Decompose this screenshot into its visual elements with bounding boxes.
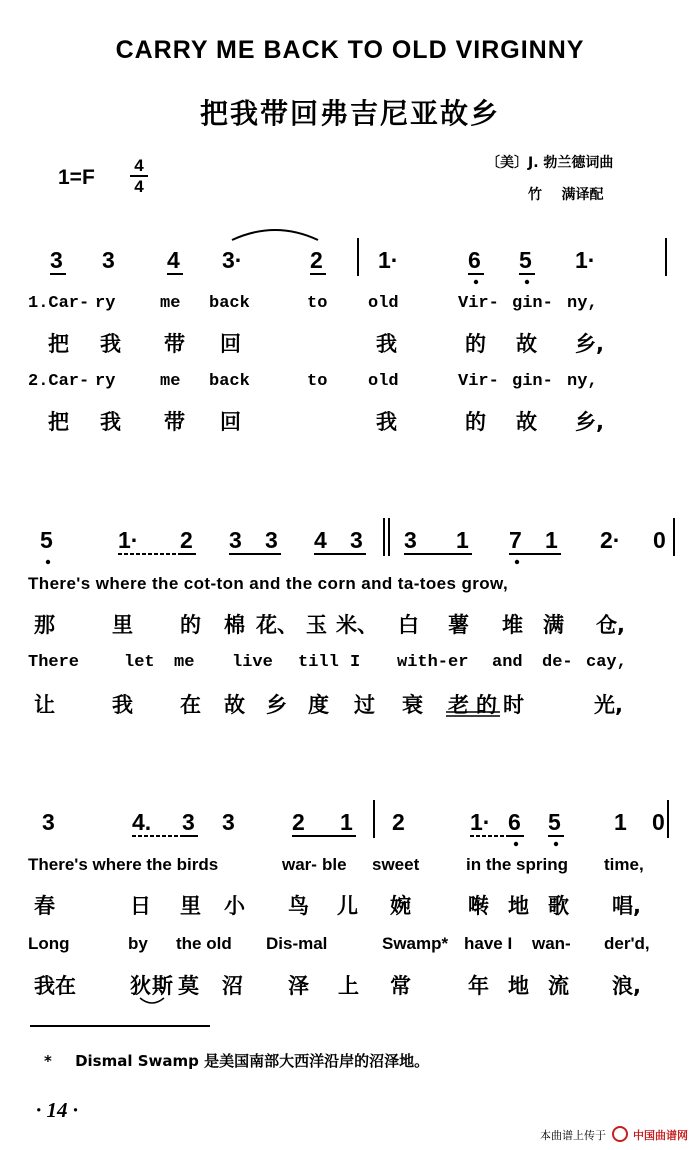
note: 2	[310, 247, 323, 273]
slur	[232, 230, 318, 240]
note: 7	[509, 527, 522, 553]
lyric-cn: 小	[224, 894, 245, 918]
note: 3	[182, 809, 195, 835]
lyric-cn: 乡,	[575, 410, 604, 434]
lyric-en: ry	[95, 372, 116, 391]
lyric-en: ny,	[567, 372, 598, 391]
key-signature: 1=F	[58, 166, 95, 189]
lyric-cn: 带	[164, 332, 185, 356]
lyric-cn: 玉	[306, 613, 327, 637]
lyric-cn: 唱,	[612, 894, 641, 918]
lyric-cn: 故	[516, 410, 537, 434]
lyric-cn: 斯	[152, 974, 173, 998]
source-prefix: 本曲谱上传于	[540, 1129, 606, 1142]
note: 5	[519, 247, 532, 273]
note: 3	[222, 809, 235, 835]
lyric-cn: 我	[376, 332, 397, 356]
lyric-cn: 鸟	[288, 894, 309, 918]
lyric-cn: 乡,	[575, 332, 604, 356]
note: 1	[456, 527, 469, 553]
note: 0	[653, 527, 666, 553]
lyric-en: time,	[604, 855, 644, 874]
lyric-en: to	[307, 372, 328, 391]
lyric-en: Vir-	[458, 372, 499, 391]
lyric-cn: 的	[465, 332, 486, 356]
lyric-en: and	[492, 653, 523, 672]
octave-dot	[514, 842, 518, 846]
lyric-en: Swamp*	[382, 934, 449, 953]
note: 3	[42, 809, 55, 835]
lyric-cn: 春	[34, 894, 55, 918]
lyric-en: 1.Car-	[28, 294, 90, 313]
lyric-cn: 花、	[256, 613, 298, 637]
note: 3	[350, 527, 363, 553]
time-signature-top: 4	[134, 156, 144, 175]
footnote	[44, 1050, 429, 1071]
lyric-cn: 地	[508, 974, 529, 998]
lyric-cn: 把	[48, 410, 69, 434]
lyric-cn: 的	[476, 693, 497, 717]
note: 2	[292, 809, 305, 835]
note: 2·	[600, 527, 621, 553]
note: 3	[404, 527, 417, 553]
note: 1	[614, 809, 627, 835]
note: 5	[548, 809, 561, 835]
lyric-en: gin-	[512, 372, 553, 391]
site-logo-icon	[612, 1126, 628, 1142]
lyric-cn: 我	[112, 693, 133, 717]
note: 3	[265, 527, 278, 553]
lyric-en: old	[368, 372, 399, 391]
lyric-en: gin-	[512, 294, 553, 313]
lyric-cn: 堆	[502, 613, 523, 637]
lyric-cn: 薯	[448, 613, 469, 637]
note: 1·	[575, 247, 596, 273]
note: 1·	[118, 527, 139, 553]
lyric-cn: 地	[508, 894, 529, 918]
octave-dot	[474, 280, 478, 284]
song-title-chinese: 把我带回弗吉尼亚故乡	[199, 97, 500, 130]
lyric-en: 2.Car-	[28, 372, 90, 391]
source-credit	[540, 1126, 688, 1143]
lyric-cn: 我在	[34, 974, 76, 998]
lyric-cn: 里	[112, 613, 133, 637]
lyric-en: der'd,	[604, 934, 650, 953]
lyric-cn: 仓,	[596, 613, 625, 637]
lyric-cn: 里	[180, 894, 201, 918]
note: 1·	[378, 247, 399, 273]
lyric-cn: 的	[465, 410, 486, 434]
octave-dot	[525, 280, 529, 284]
lyric-en: to	[307, 294, 328, 313]
note: 5	[40, 527, 53, 553]
note: 4	[314, 527, 327, 553]
lyric-cn: 棉	[224, 613, 245, 637]
lyric-en: cay,	[586, 653, 627, 672]
page-number: · 14 ·	[36, 1098, 78, 1122]
note: 1	[340, 809, 353, 835]
footnote-rule	[30, 1025, 210, 1027]
lyric-en: me	[160, 294, 181, 313]
lyric-cn: 白	[398, 613, 419, 637]
lyric-cn: 流	[548, 974, 569, 998]
lyric-en: with-er	[397, 653, 469, 672]
lyric-cn: 莫	[178, 974, 199, 998]
lyric-cn: 常	[390, 974, 411, 998]
ligature	[140, 998, 164, 1003]
lyric-cn: 光,	[594, 693, 623, 717]
lyric-en: in the spring	[466, 855, 568, 874]
lyric-cn: 回	[220, 410, 241, 434]
lyric-cn: 的	[180, 613, 201, 637]
lyric-cn: 狄	[130, 974, 151, 998]
octave-dot	[515, 560, 519, 564]
note: 3	[50, 247, 63, 273]
lyric-en: till	[298, 653, 339, 672]
lyric-cn: 米、	[336, 613, 378, 637]
lyric-cn: 我	[100, 332, 121, 356]
lyric-cn: 故	[516, 332, 537, 356]
time-signature-bottom: 4	[134, 177, 144, 196]
lyric-cn: 老	[448, 693, 469, 717]
lyric-cn: 带	[164, 410, 185, 434]
footnote-marker: *	[44, 1052, 52, 1070]
lyric-cn: 泽	[288, 974, 309, 998]
lyric-en: Dis-mal	[266, 934, 328, 953]
lyric-en: me	[174, 653, 195, 672]
note: 0	[652, 809, 665, 835]
lyric-en: war-	[282, 855, 317, 874]
lyric-en: ny,	[567, 294, 598, 313]
lyric-cn: 那	[34, 613, 55, 637]
lyric-en: ble	[322, 855, 347, 874]
lyric-en: Long	[28, 934, 70, 953]
note: 2	[392, 809, 405, 835]
lyric-cn: 日	[130, 894, 151, 918]
lyric-cn: 让	[34, 693, 55, 717]
lyric-en: by	[128, 934, 148, 953]
lyric-cn: 故	[224, 693, 245, 717]
source-brand[interactable]: 中国曲谱网	[633, 1129, 688, 1142]
lyric-cn: 年	[468, 974, 489, 998]
lyric-en: There	[28, 653, 80, 672]
octave-dot	[46, 560, 50, 564]
lyric-en: back	[209, 294, 250, 313]
lyric-en: me	[160, 372, 181, 391]
note: 1	[545, 527, 558, 553]
lyric-cn: 满	[543, 613, 564, 637]
lyric-en: Vir-	[458, 294, 499, 313]
lyric-en: sweet	[372, 855, 420, 874]
lyric-cn: 浪,	[612, 974, 641, 998]
lyric-cn: 我	[376, 410, 397, 434]
lyric-cn: 在	[180, 693, 201, 717]
lyric-en: There's where the birds	[28, 855, 219, 874]
lyric-cn: 啭	[468, 894, 489, 918]
lyric-cn: 把	[48, 332, 69, 356]
lyric-en: have I	[464, 934, 513, 953]
lyric-cn: 过	[354, 693, 375, 717]
lyric-en: live	[232, 653, 273, 672]
lyric-cn: 度	[308, 693, 329, 717]
note: 1·	[470, 809, 491, 835]
lyric-en: ry	[95, 294, 116, 313]
note: 2	[180, 527, 193, 553]
song-title: CARRY ME BACK TO OLD VIRGINNY	[115, 36, 585, 64]
lyric-cn: 上	[338, 974, 359, 998]
lyric-cn: 我	[100, 410, 121, 434]
octave-dot	[554, 842, 558, 846]
lyric-en: wan-	[532, 934, 571, 953]
note: 6	[508, 809, 521, 835]
note: 6	[468, 247, 481, 273]
lyric-cn: 歌	[548, 894, 569, 918]
footnote-text: Dismal Swamp 是美国南部大西洋沿岸的沼泽地。	[75, 1052, 430, 1070]
lyric-en: the old	[176, 934, 232, 953]
translator-credit: 竹 满译配	[528, 187, 604, 203]
lyric-cn: 回	[220, 332, 241, 356]
lyric-cn: 婉	[390, 894, 411, 918]
lyric-cn: 沼	[222, 974, 243, 998]
lyric-cn: 乡	[266, 693, 287, 717]
note: 3·	[222, 247, 243, 273]
lyric-en: back	[209, 372, 250, 391]
lyric-cn: 儿	[337, 894, 358, 918]
note: 4.	[132, 809, 152, 835]
lyric-en: old	[368, 294, 399, 313]
note: 3	[229, 527, 242, 553]
note: 4	[167, 247, 180, 273]
lyric-en: de-	[542, 653, 573, 672]
lyric-en-line: There's where the cot-ton and the corn and ta-toes grow,	[28, 574, 509, 593]
lyric-en: let	[124, 653, 155, 672]
composer-credit: 〔美〕J. 勃兰德词曲	[486, 155, 614, 171]
note: 3	[102, 247, 115, 273]
lyric-cn: 时	[503, 693, 524, 717]
lyric-en: I	[350, 653, 361, 672]
lyric-cn: 衰	[402, 693, 423, 717]
